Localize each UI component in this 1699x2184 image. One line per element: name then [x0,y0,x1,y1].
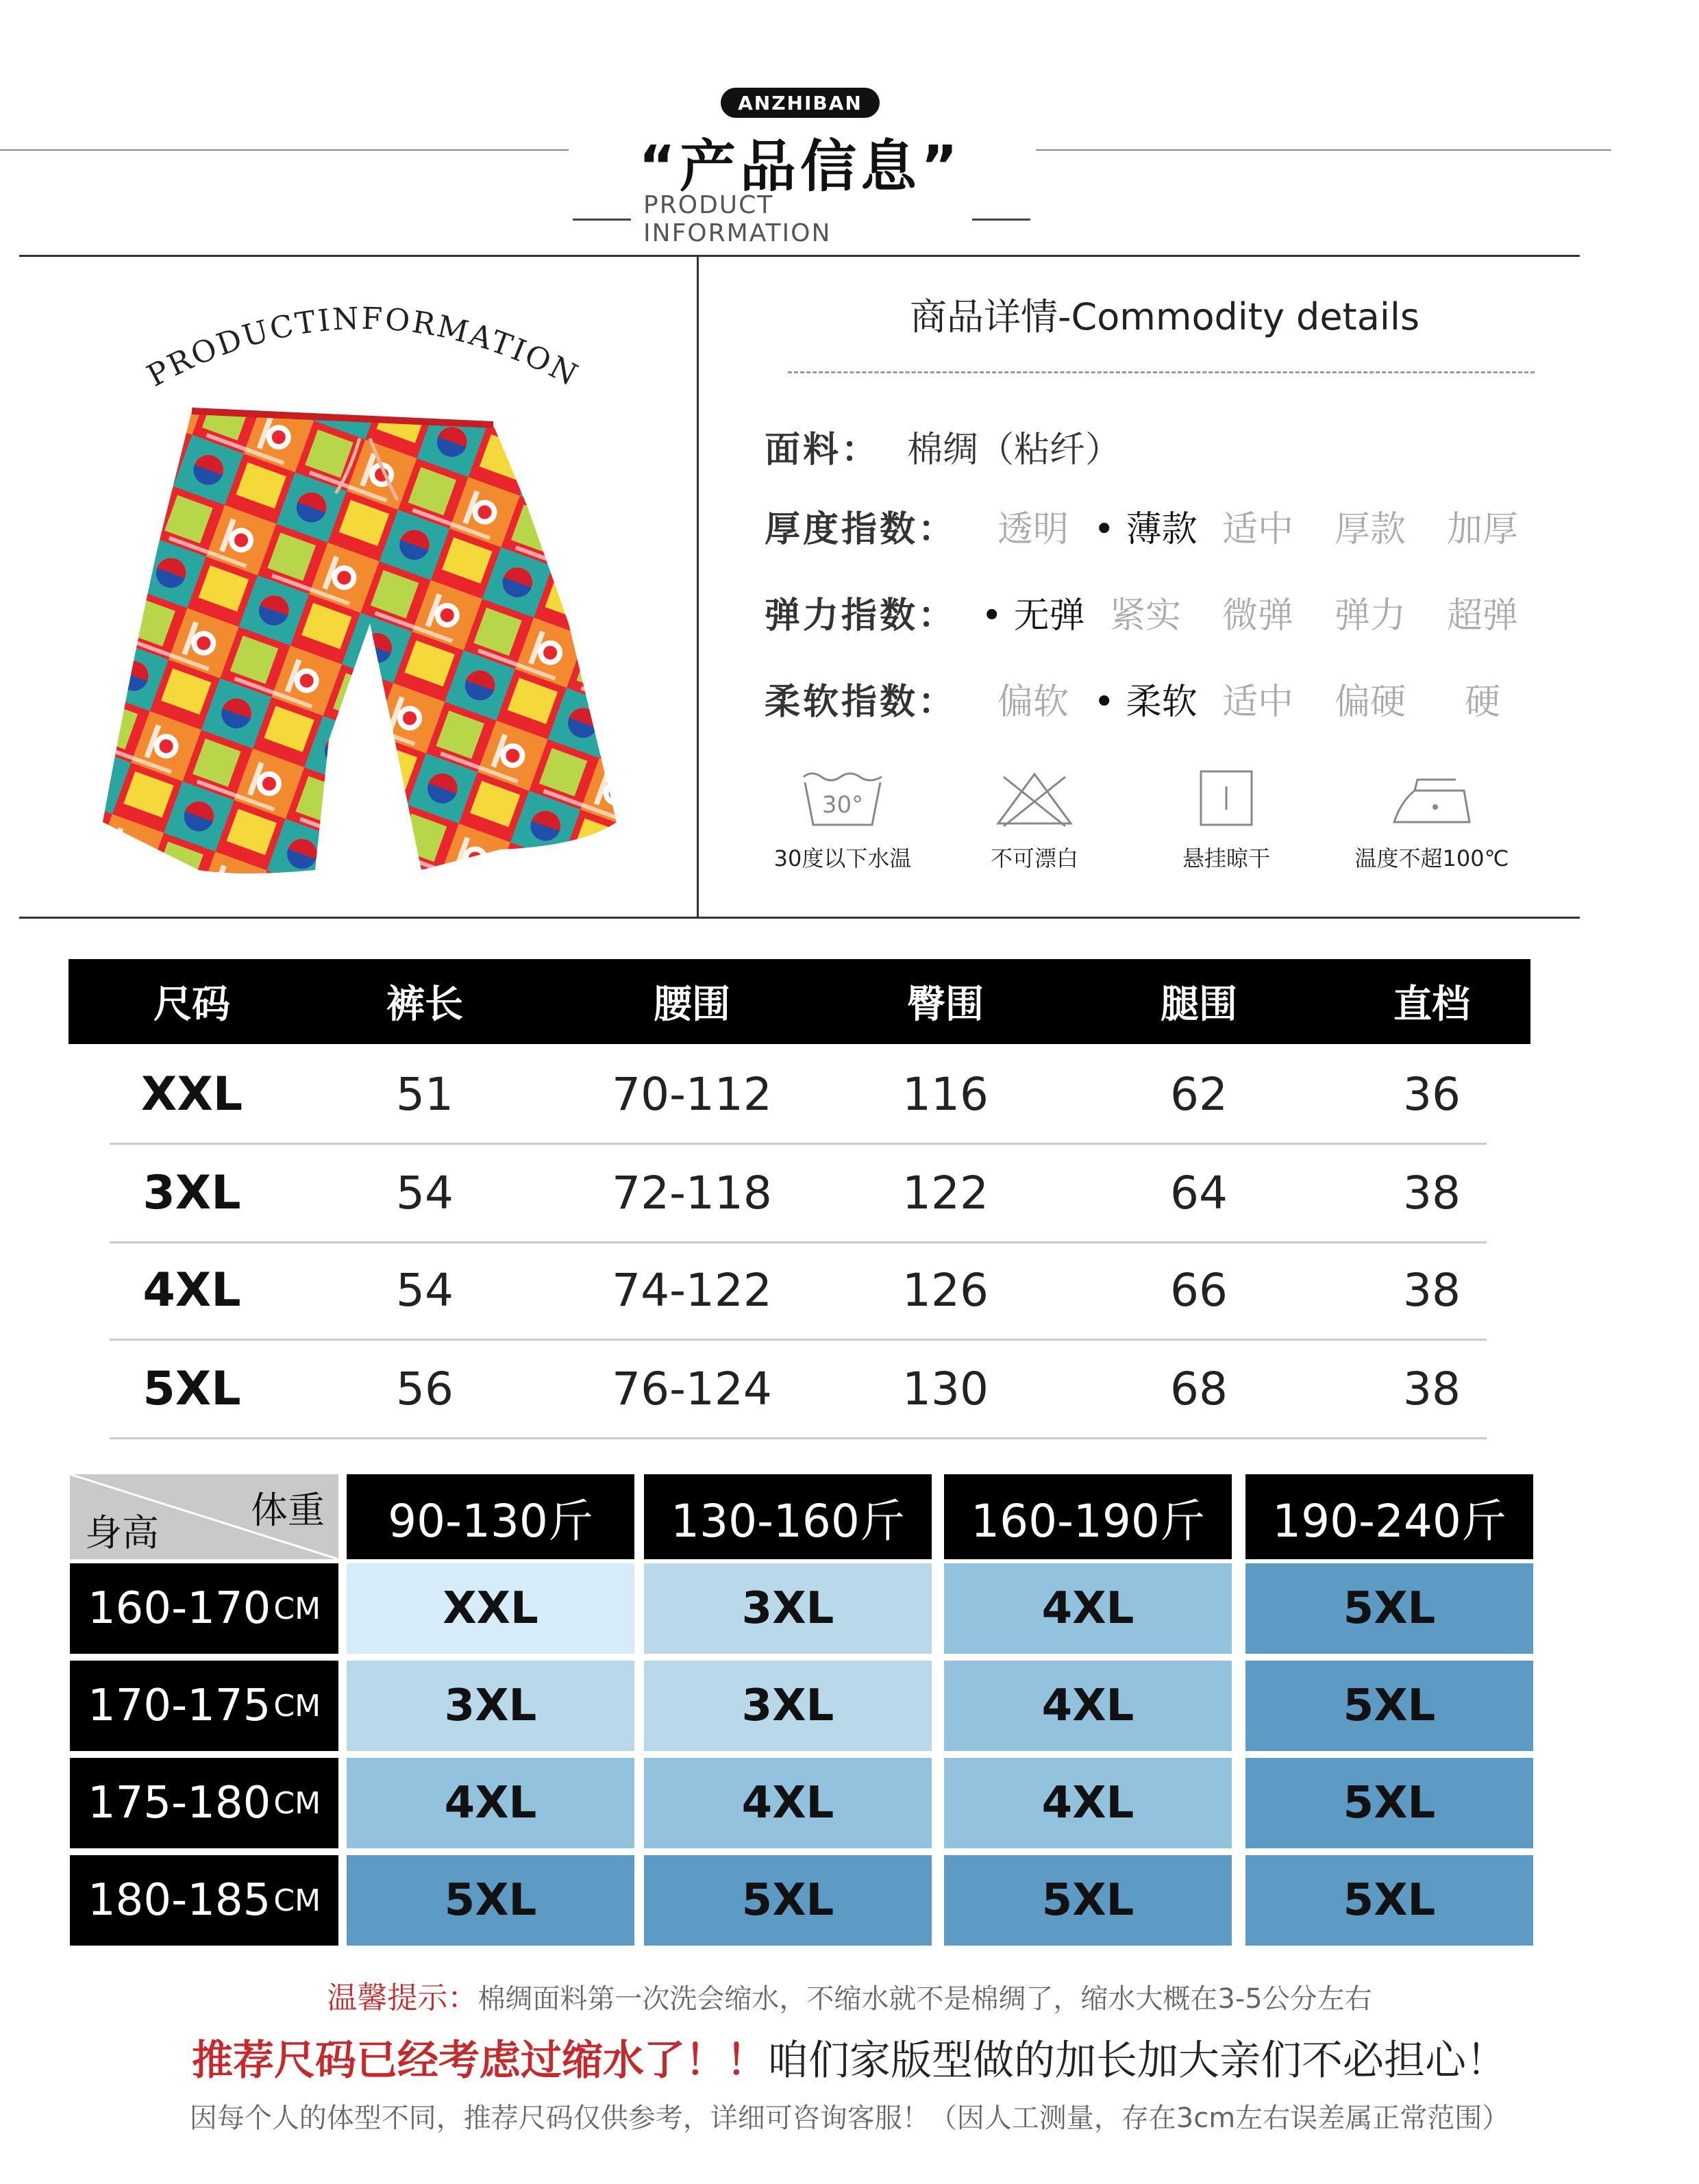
wash-30-icon [798,767,887,829]
index-option: 加厚 [1447,508,1519,550]
recommend-size-cell: 5XL [644,1855,932,1946]
index-option: 弹力 [1335,595,1406,636]
size-value-cell: 66 [1170,1263,1228,1317]
page-title: “产品信息” [638,134,962,199]
header-divider-left [0,149,569,151]
page-subtitle [573,191,1030,247]
details-title: 商品详情-Commodity details [910,295,1419,338]
curved-title-text: PRODUCTINFORMATION [141,301,585,394]
weight-header: 160-190斤 [944,1474,1232,1559]
col-header-size: 尺码 [153,982,230,1027]
size-label-cell: 5XL [142,1361,241,1416]
thickness-label: 厚度指数： [765,508,957,550]
subtitle-dash-left [573,219,631,221]
height-unit: CM [273,1883,321,1918]
recommend-size-cell: 4XL [644,1758,932,1848]
recommend-size-cell: 4XL [944,1661,1232,1751]
softness-label: 柔软指数： [765,681,957,723]
recommend-size-cell: 4XL [944,1563,1232,1654]
emphasis-black: 咱们家版型做的加长加大亲们不必担心！ [767,2037,1507,2085]
index-option: 适中 [1222,508,1294,550]
svg-text:PRODUCTINFORMATION [141,301,584,394]
size-value-cell: 36 [1403,1067,1461,1121]
details-dashed-divider [788,371,1535,373]
tip-text: 棉绸面料第一次洗会缩水，不缩水就不是棉绸了，缩水大概在3-5公分左右 [478,1983,1372,2015]
care-dry [1144,767,1309,904]
size-table-row [110,1241,1487,1341]
hang-dry-icon [1182,767,1271,829]
care-label-bleach: 不可漂白 [990,845,1078,871]
size-value-cell: 126 [902,1263,989,1317]
size-value-cell: 116 [902,1067,989,1121]
emphasis-note [82,2028,1617,2087]
elasticity-label: 弹力指数： [765,595,957,636]
corner-weight-label: 体重 [251,1489,325,1532]
size-label-cell: 3XL [142,1165,241,1220]
care-label-wash: 30度以下水温 [773,845,912,871]
index-option-selected: • 柔软 [1089,673,1202,724]
index-option-selected: • 无弹 [977,586,1089,638]
height-value: 175-180 [87,1778,271,1828]
index-option: 硬 [1465,681,1501,723]
grid-corner [70,1474,338,1559]
iron-icon [1387,767,1476,829]
tip-note [137,1973,1562,2017]
height-header [70,1855,338,1946]
panel-top-rule [19,255,1580,257]
recommend-size-cell: 5XL [944,1855,1232,1946]
recommend-size-cell: 5XL [1245,1758,1533,1848]
recommend-size-cell: 3XL [644,1563,932,1654]
size-value-cell: 51 [396,1067,454,1121]
index-option: 适中 [1222,681,1294,723]
weight-header: 90-130斤 [347,1474,634,1559]
index-option: 紧实 [1110,595,1182,636]
recommend-size-cell: 3XL [644,1661,932,1751]
size-value-cell: 54 [396,1166,454,1219]
subtitle-text: PRODUCT INFORMATION [643,191,832,247]
index-option: 超弹 [1447,595,1519,636]
care-wash [760,767,925,904]
index-option: 微弹 [1222,595,1294,636]
col-header-thigh: 腿围 [1161,982,1237,1027]
fabric-row [765,422,1121,470]
size-table-row [110,1045,1487,1145]
size-value-cell: 38 [1403,1263,1461,1317]
weight-header: 130-160斤 [644,1474,932,1559]
panel-divider [697,255,699,918]
size-table-row [110,1144,1487,1243]
size-value-cell: 38 [1403,1166,1461,1219]
fabric-label: 面料： [765,429,880,471]
corner-height-label: 身高 [85,1511,159,1554]
softness-options [977,673,1539,724]
product-shorts-image [89,397,637,891]
recommend-size-cell: 5XL [1245,1855,1533,1946]
size-value-cell: 68 [1170,1362,1228,1415]
col-header-hip: 臀围 [907,982,984,1027]
care-label-dry: 悬挂晾干 [1182,845,1270,871]
tip-label: 温馨提示： [327,1981,478,2015]
col-header-length: 裤长 [386,982,463,1027]
size-table-header [69,959,1530,1044]
size-table-row [110,1340,1487,1439]
height-header [70,1661,338,1751]
header-divider-right [1036,149,1611,151]
fabric-value: 棉绸（粘纤） [907,429,1121,471]
size-value-cell: 62 [1170,1067,1228,1121]
height-header [70,1758,338,1848]
softness-row [765,674,1539,722]
emphasis-red: 推荐尺码已经考虑过缩水了！！ [192,2037,767,2085]
col-header-waist: 腰围 [654,982,730,1027]
elasticity-row [765,588,1539,636]
height-unit: CM [273,1688,321,1724]
index-option: 偏软 [997,681,1069,723]
height-value: 180-185 [87,1875,271,1926]
recommend-size-cell: 5XL [1245,1563,1533,1654]
weight-header: 190-240斤 [1245,1474,1533,1559]
height-unit: CM [273,1591,321,1626]
size-label-cell: 4XL [142,1263,241,1317]
size-value-cell: 70-112 [612,1067,772,1121]
care-bleach [952,767,1117,904]
care-label-iron: 温度不超100℃ [1354,845,1509,871]
size-value-cell: 76-124 [612,1362,772,1415]
subtitle-dash-right [972,219,1030,221]
size-value-cell: 74-122 [612,1263,772,1317]
disclaimer-note: 因每个人的体型不同，推荐尺码仅供参考，详细可咨询客服！（因人工测量，存在3cm左右误差属正常范围） [189,2102,1510,2134]
recommend-size-cell: 3XL [347,1661,634,1751]
no-bleach-icon [990,767,1079,829]
height-header [70,1563,338,1654]
panel-bottom-rule [19,917,1580,919]
height-value: 170-175 [87,1680,271,1731]
size-label-cell: XXL [140,1067,243,1121]
wash-temp-text: 30° [821,791,864,819]
recommend-size-cell: XXL [347,1563,634,1654]
size-value-cell: 56 [396,1362,454,1415]
recommend-size-cell: 4XL [347,1758,634,1848]
recommend-size-cell: 5XL [1245,1661,1533,1751]
size-value-cell: 64 [1170,1166,1228,1219]
height-unit: CM [273,1785,321,1821]
height-value: 160-170 [87,1583,271,1634]
recommend-size-cell: 4XL [944,1758,1232,1848]
size-value-cell: 54 [396,1263,454,1317]
elasticity-options [977,586,1539,638]
care-iron [1350,767,1514,904]
size-value-cell: 130 [902,1362,989,1415]
col-header-rise: 直档 [1393,982,1470,1027]
thickness-row [765,501,1539,549]
size-value-cell: 72-118 [612,1166,772,1219]
recommend-size-cell: 5XL [347,1855,634,1946]
size-value-cell: 122 [902,1166,989,1219]
index-option: 偏硬 [1335,681,1406,723]
index-option: 厚款 [1335,508,1406,550]
brand-badge: ANZHIBAN [721,88,880,118]
size-value-cell: 38 [1403,1362,1461,1415]
thickness-options [977,500,1539,551]
index-option-selected: • 薄款 [1089,500,1202,551]
index-option: 透明 [997,508,1069,550]
